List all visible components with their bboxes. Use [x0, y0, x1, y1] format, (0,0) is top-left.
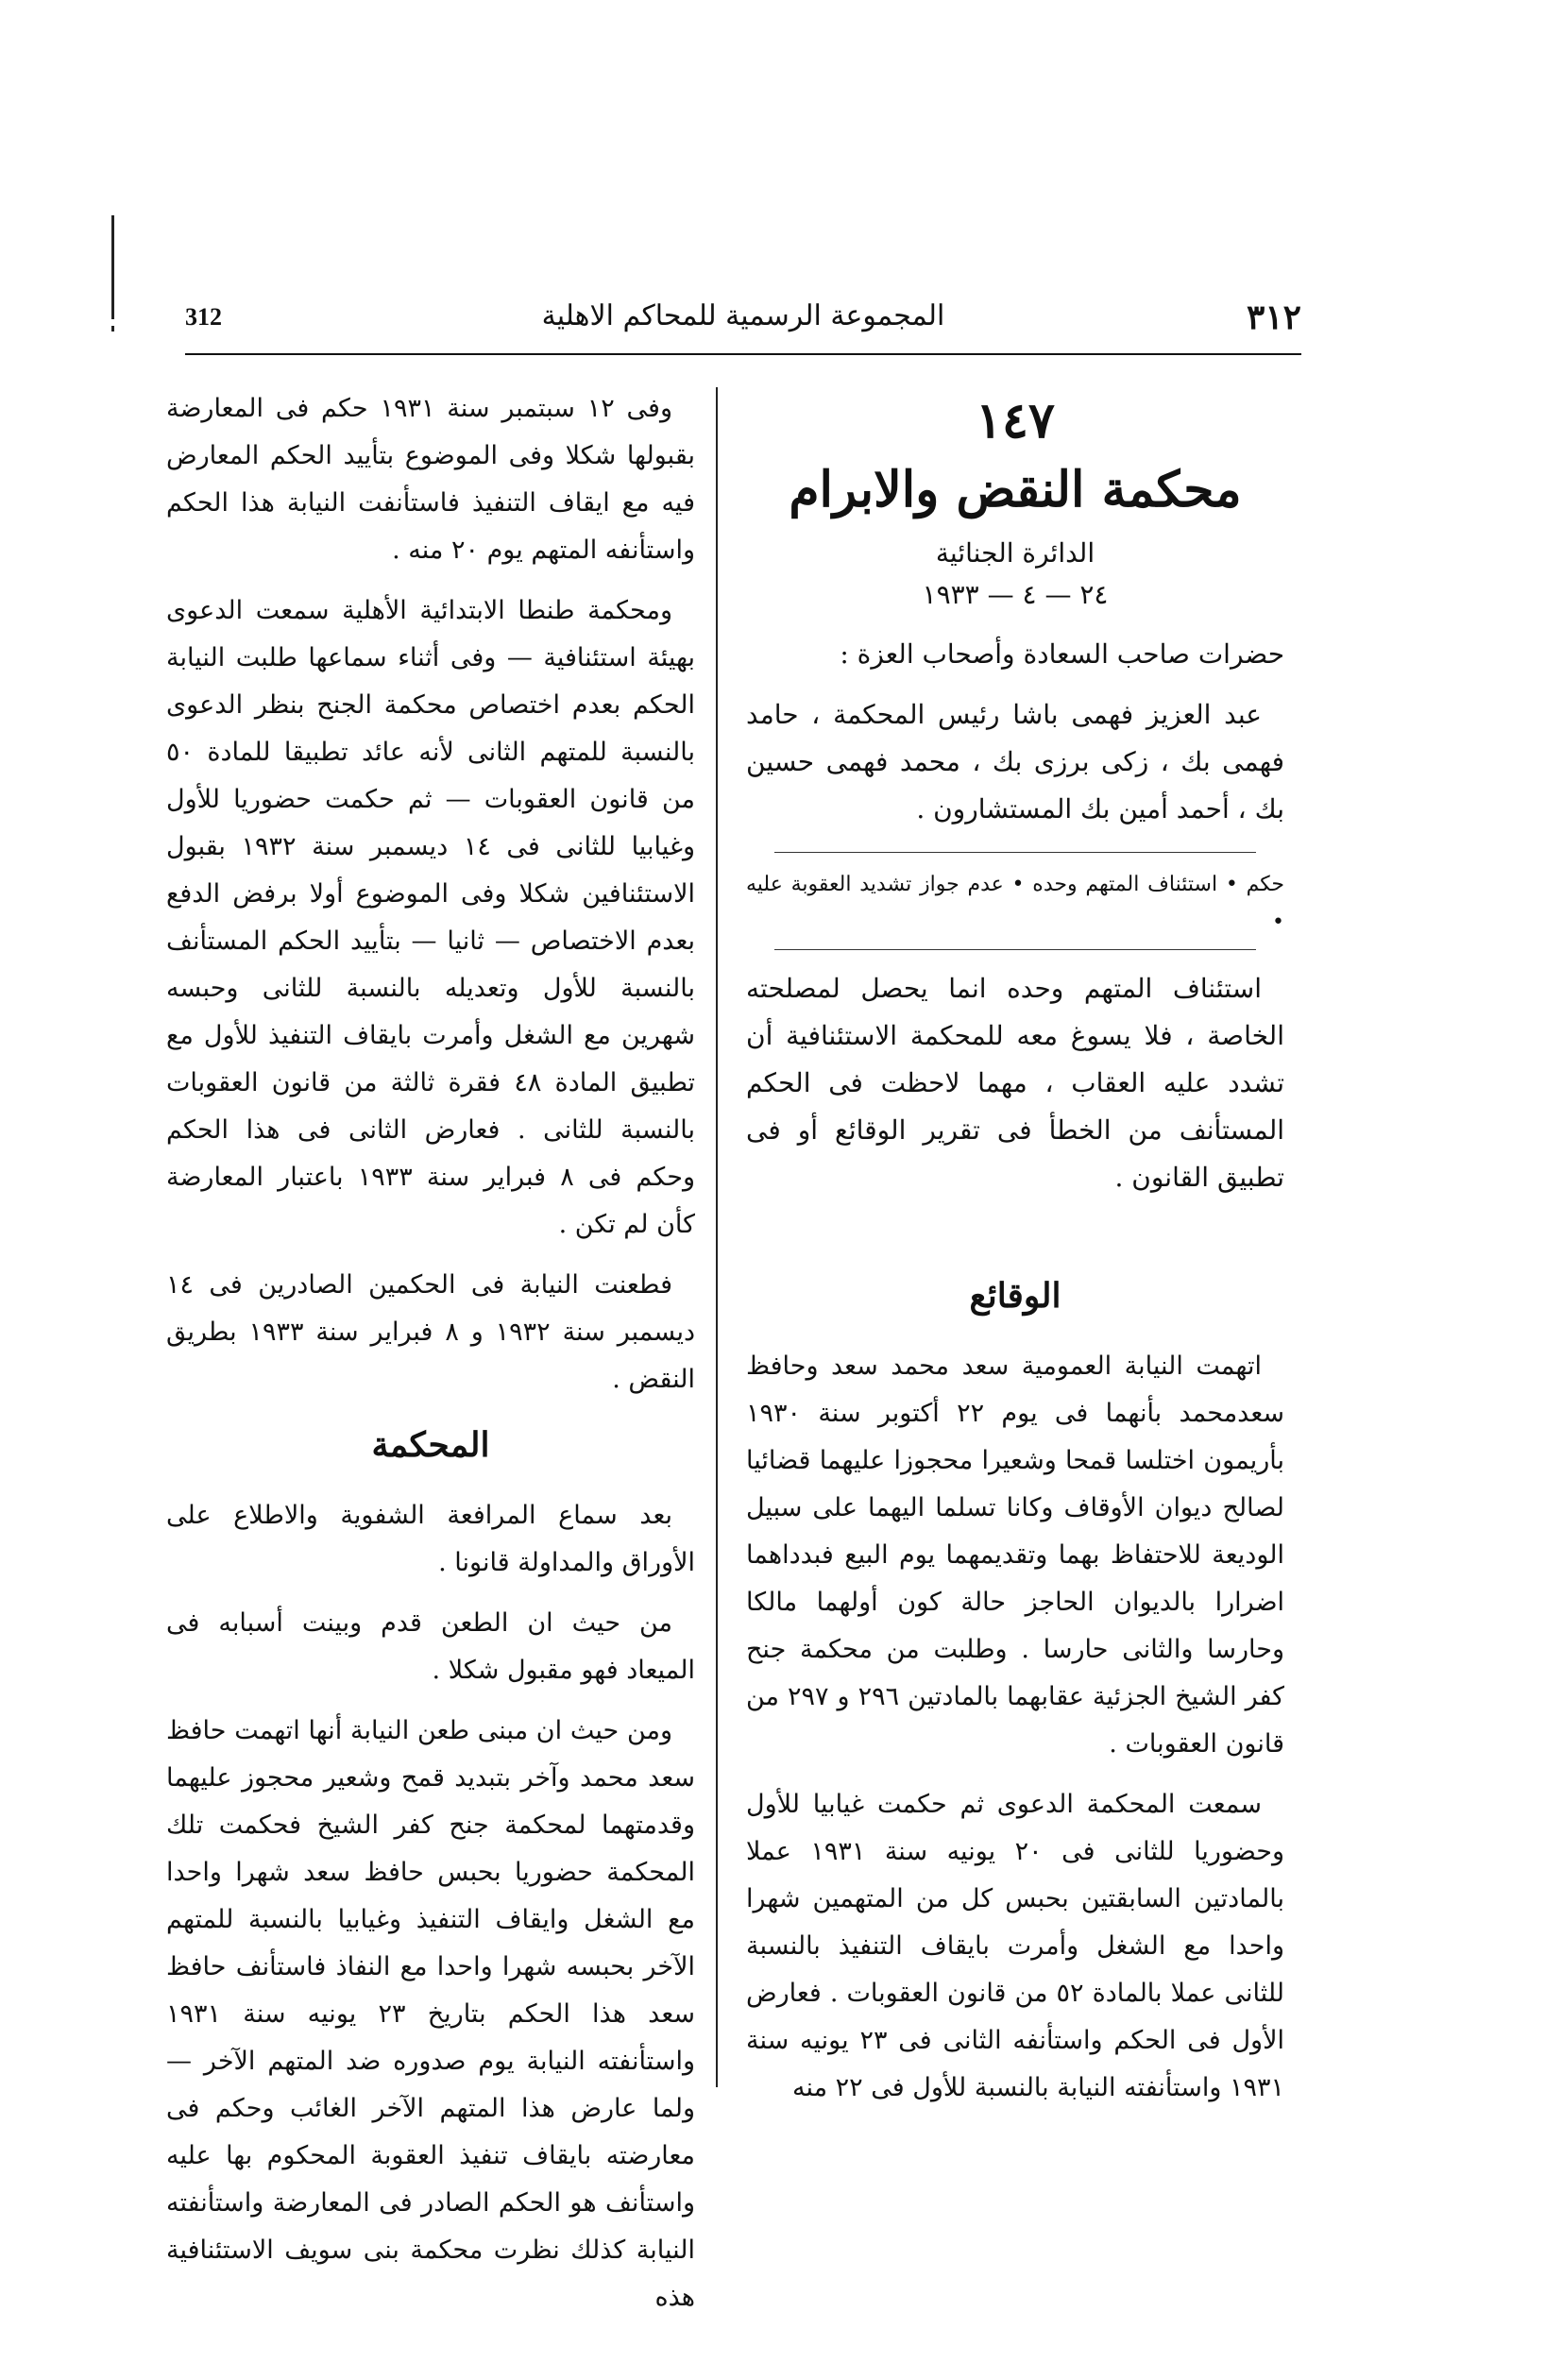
court-name: محكمة النقض والابرام: [789, 461, 1242, 518]
facts-paragraph-1: اتهمت النيابة العمومية سعد محمد سعد وحافظ سعدمحمد بأنهما فى يوم ٢٢ أكتوبر سنة ١٩٣٠ بأريمون اختلسا قمحا وشعيرا محجوزا عليهما قضائيا لصالح ديوان الأوقاف وكانا تسلما اليهما على سبيل الوديعة للاحتفاظ بهما وتقديمهما يوم البيع فبدداهما اضرارا بالديوان الحاجز حالة كون أولهما مالكا وحارسا والثانى حارسا . وطلبت من محكمة جنح كفر الشيخ الجزئية عقابهما بالمادتين ٢٩٦ و ٢٩٧ من قانون العقوبات .: [746, 1352, 1285, 1759]
left-paragraph-6: ومن حيث ان مبنى طعن النيابة أنها اتهمت حافظ سعد محمد وآخر بتبديد قمح وشعير محجوز عليهما وقدمتهما لمحكمة جنح كفر الشيخ فحكمت تلك المحكمة حضوريا بحبس حافظ سعد شهرا واحدا مع الشغل وايقاف التنفيذ وغيابيا بالنسبة للمتهم الآخر بحبسه شهرا واحدا مع النفاذ فاستأنف حافظ سعد هذا الحكم بتاريخ ٢٣ يونيه سنة ١٩٣١ واستأنفته النيابة يوم صدوره ضد المتهم الآخر — ولما عارض هذا المتهم الآخر الغائب وحكم فى معارضته بايقاف تنفيذ العقوبة المحكوم بها عليه واستأنف هو الحكم الصادر فى المعارضة واستأنفته النيابة كذلك نظرت محكمة بنى سويف الاستئنافية هذه: [166, 1716, 695, 2312]
case-summary: حكم • استئناف المتهم وحده • عدم جواز تشديد العقوبة عليه •: [746, 873, 1284, 934]
left-paragraph-3: فطعنت النيابة فى الحكمين الصادرين فى ١٤ ديسمبر سنة ١٩٣٢ و ٨ فبراير سنة ١٩٣٣ بطريق النقض .: [166, 1270, 695, 1394]
page-number-arabic: ٣١٢: [1246, 298, 1301, 337]
judges-heading: حضرات صاحب السعادة وأصحاب العزة :: [840, 638, 1284, 670]
left-paragraph-5: من حيث ان الطعن قدم وبينت أسبابه فى الميعاد فهو مقبول شكلا .: [166, 1608, 695, 1685]
summary-rule-bottom: [774, 949, 1256, 950]
right-column: [746, 385, 1284, 2125]
case-number: ١٤٧: [976, 392, 1055, 450]
scan-margin-mark: [111, 215, 114, 319]
page-header: [185, 298, 1301, 345]
summary-rule-top: [774, 852, 1256, 853]
judgment-date: ٢٤ — ٤ — ١٩٣٣: [922, 579, 1109, 610]
scan-margin-dot: [111, 326, 114, 332]
judges-list: عبد العزيز فهمى باشا رئيس المحكمة ، حامد فهمى بك ، زكى برزى بك ، محمد فهمى حسين بك ، أحمد أمين بك المستشارون .: [746, 699, 1284, 824]
column-divider: [716, 387, 718, 2087]
chamber-name: الدائرة الجنائية: [935, 537, 1095, 569]
left-column: [166, 385, 695, 2335]
facts-heading: الوقائع: [969, 1276, 1061, 1316]
left-paragraph-1: وفى ١٢ سبتمبر سنة ١٩٣١ حكم فى المعارضة بقبولها شكلا وفى الموضوع بتأييد الحكم المعارض فيه مع ايقاف التنفيذ فاستأنفت النيابة هذا الحكم واستأنفه المتهم يوم ٢٠ منه .: [166, 394, 695, 565]
page-number-latin: 312: [185, 303, 222, 331]
left-paragraph-2: ومحكمة طنطا الابتدائية الأهلية سمعت الدعوى بهيئة استئنافية — وفى أثناء سماعها طلبت النيابة الحكم بعدم اختصاص محكمة الجنح بنظر الدعوى بالنسبة للمتهم الثانى لأنه عائد تطبيقا للمادة ٥٠ من قانون العقوبات — ثم حكمت حضوريا للأول وغيابيا للثانى فى ١٤ ديسمبر سنة ١٩٣٢ بقبول الاستئنافين شكلا وفى الموضوع أولا برفض الدفع بعدم الاختصاص — ثانيا — بتأييد الحكم المستأنف بالنسبة للأول وتعديله بالنسبة للثانى وحبسه شهرين مع الشغل وأمرت بايقاف التنفيذ للأول مع تطبيق المادة ٤٨ فقرة ثالثة من قانون العقوبات بالنسبة للثانى . فعارض الثانى فى هذا الحكم وحكم فى ٨ فبراير سنة ١٩٣٣ باعتبار المعارضة كأن لم تكن .: [166, 596, 696, 1239]
running-title: المجموعة الرسمية للمحاكم الاهلية: [541, 299, 945, 332]
court-heading: المحكمة: [371, 1425, 490, 1465]
left-paragraph-4: بعد سماع المرافعة الشفوية والاطلاع على الأوراق والمداولة قانونا .: [166, 1501, 695, 1577]
facts-paragraph-2: سمعت المحكمة الدعوى ثم حكمت غيابيا للأول وحضوريا للثانى فى ٢٠ يونيه سنة ١٩٣١ عملا بالمادتين السابقتين بحبس كل من المتهمين شهرا واحدا مع الشغل وأمرت بايقاف التنفيذ بالنسبة للثانى عملا بالمادة ٥٢ من قانون العقوبات . فعارض الأول فى الحكم واستأنفه الثانى فى ٢٣ يونيه سنة ١٩٣١ واستأنفته النيابة بالنسبة للأول فى ٢٢ منه: [746, 1790, 1284, 2102]
header-rule: [185, 353, 1301, 355]
legal-principle: استئناف المتهم وحده انما يحصل لمصلحته الخاصة ، فلا يسوغ معه للمحكمة الاستئنافية أن تشدد عليه العقاب ، مهما لاحظت فى الحكم المستأنف من الخطأ فى تقرير الوقائع أو فى تطبيق القانون .: [746, 973, 1284, 1193]
